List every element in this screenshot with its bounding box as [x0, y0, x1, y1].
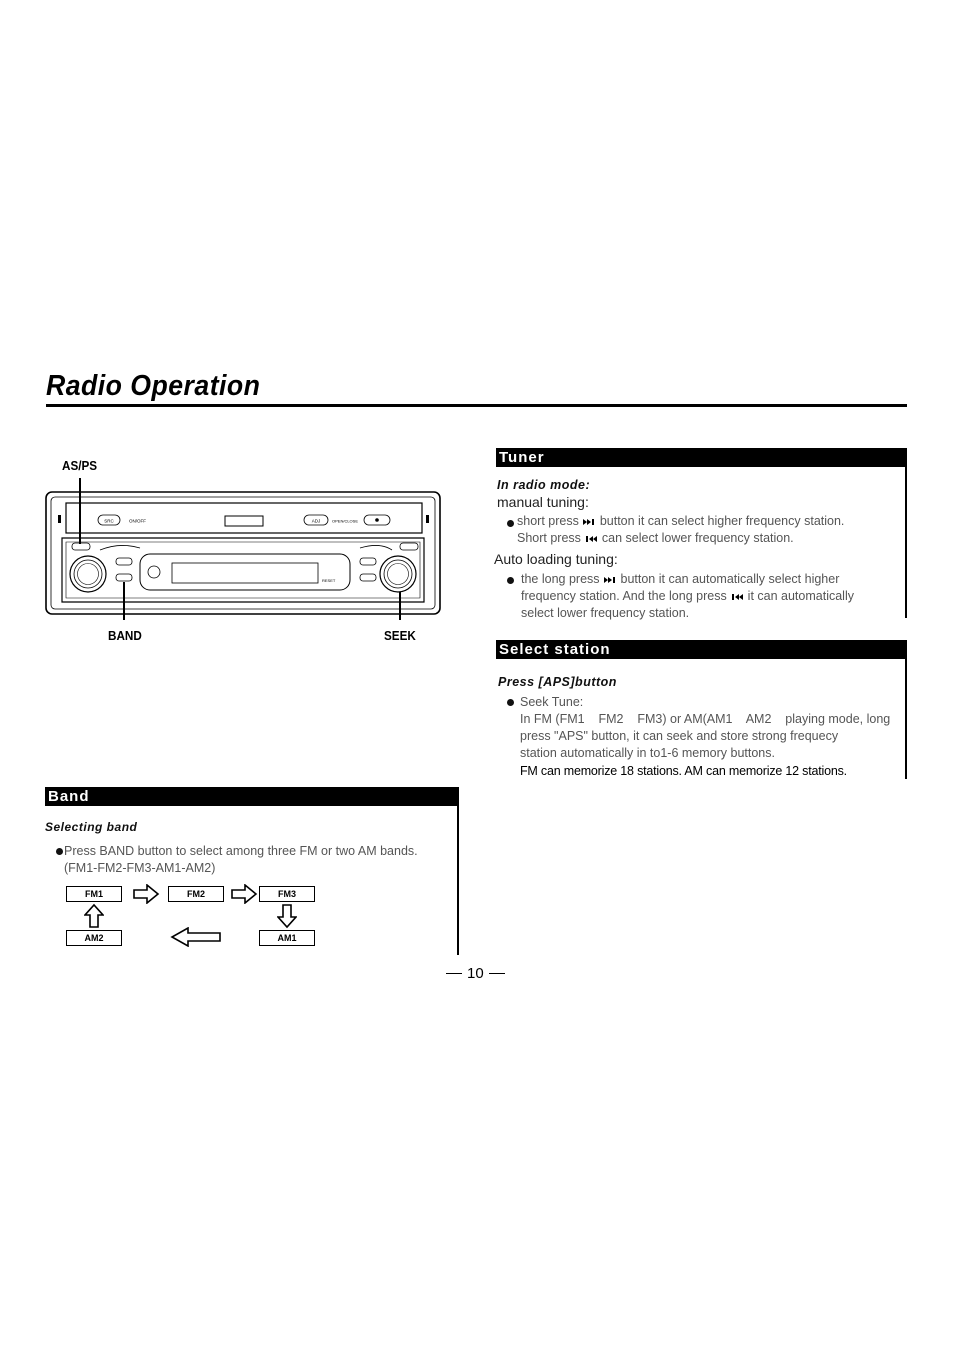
arrow-down-icon [277, 903, 297, 929]
auto-line-2: frequency station. And the long press it can automatically [521, 589, 854, 603]
next-track-icon [582, 518, 596, 526]
label-band: BAND [108, 628, 142, 643]
panel-src-text: SRC [104, 518, 114, 524]
band-right-rule [457, 787, 459, 955]
select-line-2: press "APS" button, it can seek and store strong frequecy [520, 729, 839, 743]
next-track-icon [603, 576, 617, 584]
band-heading: Band [45, 787, 459, 806]
page-number-wrap [446, 965, 505, 982]
band-line-2: (FM1-FM2-FM3-AM1-AM2) [64, 861, 216, 875]
auto-line-3: select lower frequency station. [521, 606, 690, 620]
arrow-left-icon [170, 927, 222, 947]
panel-open-close-text: OPEN/CLOSE [332, 518, 359, 524]
page-number-dash [446, 973, 462, 974]
band-subheading: Selecting band [45, 820, 138, 834]
tuner-subheading: In radio mode: [497, 478, 591, 492]
radio-faceplate-diagram [40, 470, 450, 620]
panel-adj-text: ADJ [311, 518, 321, 524]
arrow-up-icon [84, 903, 104, 929]
prev-track-icon [584, 535, 598, 543]
arrow-right-icon [230, 884, 258, 904]
select-station-heading: Select station [496, 640, 907, 659]
select-line-3: station automatically in to1-6 memory buttons. [520, 746, 775, 760]
page-number-dash [489, 973, 505, 974]
page-title: Radio Operation [46, 370, 261, 402]
band-box-am1: AM1 [259, 930, 315, 946]
label-asps: AS/PS [62, 458, 98, 473]
bullet [507, 577, 514, 584]
band-box-fm3: FM3 [259, 886, 315, 902]
select-station-right-rule [905, 640, 907, 779]
manual-line-1: short press button it can select higher frequency station. [517, 514, 845, 528]
band-box-fm1: FM1 [66, 886, 122, 902]
bullet [507, 520, 514, 527]
auto-line-1: the long press button it can automatically select higher [521, 572, 840, 586]
title-rule [46, 404, 907, 407]
page-number: 10 [467, 965, 484, 982]
prev-track-icon [730, 593, 744, 601]
panel-reset-text: RESET [322, 578, 336, 583]
manual-tuning-label: manual tuning: [497, 494, 589, 510]
tuner-heading: Tuner [496, 448, 907, 467]
select-line-1: In FM (FM1 FM2 FM3) or AM(AM1 AM2 playing mode, long [520, 712, 891, 726]
band-line-1: Press BAND button to select among three FM or two AM bands. [64, 844, 418, 858]
manual-line-2: Short press can select lower frequency station. [517, 531, 794, 545]
arrow-right-icon [132, 884, 160, 904]
band-box-am2: AM2 [66, 930, 122, 946]
band-box-fm2: FM2 [168, 886, 224, 902]
memory-note: FM can memorize 18 stations. AM can memorize 12 stations. [520, 764, 847, 778]
panel-onoff-text: ON/OFF [129, 518, 146, 524]
seek-tune-label: Seek Tune: [520, 695, 584, 709]
auto-tuning-label: Auto loading tuning: [494, 551, 618, 567]
bullet [56, 848, 63, 855]
bullet [507, 699, 514, 706]
label-seek: SEEK [384, 628, 416, 643]
tuner-right-rule [905, 448, 907, 618]
select-station-subheading: Press [APS]button [498, 675, 617, 689]
